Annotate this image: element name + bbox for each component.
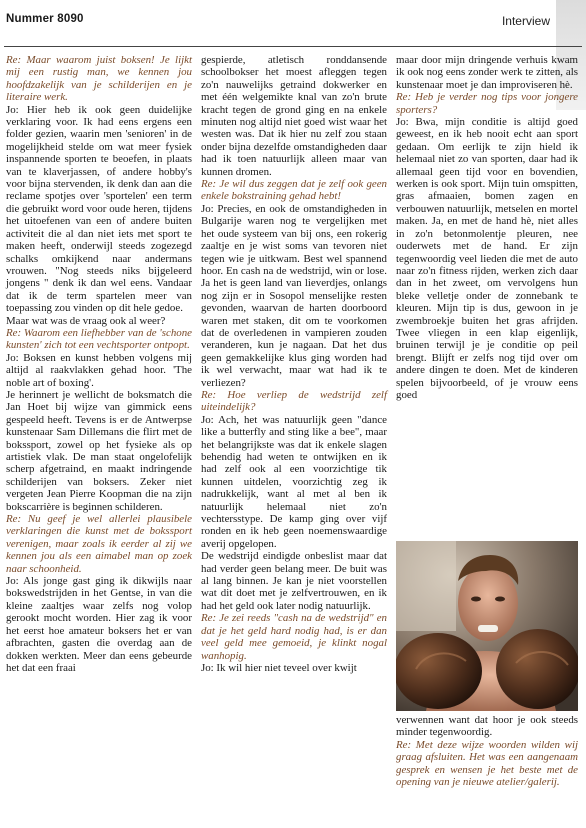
article-column-3 [396, 54, 578, 401]
answer-paragraph: Jo: Ach, het was natuurlijk geen "dance like a butterfly and sting like a bee", maar het belangrijkste was dat ik enkele slagen behendig had weten te ontwijken en ik had zelf ook al een voorzichtige tik kunnen uitdelen, voorzichtig zeg ik nadrukkelijk, want al met al ben ik natuurlijk helemaal niet zo'n vechtersstype. De kamp ging over vijf ronden en ik heb geen noemenswaardige averij opgelopen. [201, 413, 387, 550]
answer-paragraph: verwennen want dat hoor je ook steeds minder tegenwoordig. [396, 714, 578, 739]
answer-paragraph: Jo: Ik wil hier niet teveel over kwijt [201, 661, 357, 674]
answer-paragraph: De wedstrijd eindigde onbeslist maar dat had verder geen belang meer. De buit was al lang binnen. Je kan je niet voorstellen wat dit doet met je zelfvertrouwen, en ik had het geld ook later nodig natuurlijk. [201, 550, 387, 612]
question-paragraph: Re: Je zei reeds "cash na de wedstrijd" en dat je het geld hard nodig had, is er dan veel geld mee gemoeid, je klinkt nogal wanhopig. [201, 612, 387, 662]
question-paragraph: Re: Je wil dus zeggen dat je zelf ook geen enkele bokstraining gehad hebt! [201, 178, 387, 203]
article-column-1 [6, 54, 192, 674]
answer-paragraph: Jo: Bwa, mijn conditie is altijd goed geweest, en ik heb nooit echt aan sport gedaan. Om eerlijk te zijn hield ik helemaal niet zo van sporten, daar had ik allemaal geen tijd voor en bovendien, werken is ook sport. Mijn tuin omspitten, gras afmaaien, bomen zagen en verbouwen natuurlijk, metselen en mortel maken. Ja, en met de hand hè, niet alles in zo'n betonmolentje pleuren, nee ouderwets met de hand. Er zijn tegenwoordig veel lieden die met de auto naar zo'n fitness rijden, werken zich daar dan in het zweet, om vervolgens hun bleke velletje onder de zonnebank te kleuren. Mijn tip is dus, gewoon in je zwembroekje buiten het gras afrijden. Twee vliegen in een klap eigenlijk, bruinen terwijl je je conditie op peil brengt. Blijft er zelfs nog tijd over om andere dingen te doen. Met de kinderen spelen bijvoorbeeld, of je vrouw eens goed [396, 116, 578, 401]
question-paragraph: Re: Heb je verder nog tips voor jongere sporters? [396, 91, 578, 116]
article-column-3-continued [396, 714, 578, 788]
answer-paragraph: Jo: Boksen en kunst hebben volgens mij altijd al raakvlakken gehad hoor. 'The noble art of boxing'. [6, 351, 192, 389]
question-paragraph: Re: Hoe verliep de wedstrijd zelf uiteindelijk? [201, 388, 387, 414]
answer-paragraph: Jo: Als jonge gast ging ik dikwijls naar bokswedstrijden in het Gentse, in van die kleine zaaltjes waar zelfs nog volop gerookt mocht worden. Hier zag ik voor het eerst hoe amateur boksers het er van afbrachten, gasten die overdag aan de dokken werkten. Meer dan eens gebeurde het dat een fraai [6, 575, 192, 674]
header-rule [4, 46, 582, 47]
answer-paragraph: Je herinnert je wellicht de boksmatch die Jan Hoet bij wijze van gimmick eens gespeeld heeft. Tevens is er de Antwerpse kunstenaar Sam Dillemans die flirt met de bokssport, zowel op het fysieke als op artistiek vlak. De man staat ongelofelijk scherp afgetraind, en maakt indringende schilderijen van boksers. Zeker niet vergeten Jean Pierre Koopman die na zijn bokscarrière is beginnen schilderen. [6, 388, 192, 513]
article-column-2 [201, 54, 387, 674]
page-header [0, 0, 586, 46]
issue-number: Nummer 8090 [6, 13, 84, 25]
answer-paragraph: gespierde, atletisch ronddansende schoolbokser het moest afleggen tegen zo'n nauwelijks getraind dokwerker en met één welgemikte knal van zo'n brute kracht tegen de grond ging en na enkele minuten nog altijd niet goed wist waar het westen was. Dat ik hier nu zelf zou staan onder bijna dezelfde omstandigheden daar had ik toen natuurlijk alleen maar van kunnen dromen. [201, 54, 387, 178]
answer-paragraph: maar door mijn dringende verhuis kwam ik ook nog eens zonder werk te zitten, als kunstenaar moet je dan improviseren hè. [396, 54, 578, 91]
section-title: Interview [501, 14, 550, 28]
question-paragraph: Re: Met deze wijze woorden wilden wij graag afsluiten. Het was een aangenaam gesprek en wensen je het beste met de opening van je nieuwe atelier/galerij. [396, 738, 578, 789]
question-paragraph: Re: Maar waarom juist boksen! Je lijkt mij een rustig man, we kennen jou hoofdzakelijk van je schilderijen en je literaire werk. [6, 54, 192, 104]
answer-paragraph: Jo: Precies, en ook de omstandigheden in Bulgarije waren nog te vergelijken met het oude systeem van bij ons, een rokerig zaaltje en je wist soms van tevoren niet tegen wie je uitkwam. Best wel spannend hoor. En cash na de wedstrijd, win or lose. Ja het is geen land van lieverdjes, onlangs nog zijn er in Sosopol menselijke resten gevonden, waarvan de harten doorboord waren met staken, dit om te voorkomen dat de overledenen in vampieren zouden veranderen, kun je nagaan. Dat het dus geen gemakkelijke klus ging worden had ik wel verwacht, maar wat had ik te verliezen? [201, 202, 387, 389]
boxer-photo [396, 541, 578, 711]
question-paragraph: Re: Nu geef je wel allerlei plausibele verklaringen die kunst met de bokssport verenigen, maar zoals ik eerder al zij we kennen jou als een aimabel man op zoek naar schoonheid. [6, 513, 192, 575]
answer-paragraph: Maar wat was de vraag ook al weer? [6, 314, 166, 327]
question-paragraph: Re: Waarom een liefhebber van de 'schone kunsten' zich tot een vechtsporter ontpopt. [6, 326, 192, 352]
answer-paragraph: Jo: Hier heb ik ook geen duidelijke verklaring voor. Ik had eens ergens een folder gezien, waarin men 'senioren' in de mogelijkheid stelde om wat meer fysiek inspannende sporten te beoefen, in plaats van te klaverjassen, of andere hobby's voor bijna stervenden, ik denk dan aan die reclame spotjes over 'sportelen' een term die gebruikt word voor oude heren, tijdens het uitoefenen van een of andere buiten activiteit die al dan niet iets met sport te maken heeft, onderwijl steeds zogezegd schalks omkijkend naar andermans vrouwen. "Nog steeds niks bijgeleerd jongens " denk ik dan wel eens. Vandaar dat ik de term spartelen meer van toepassing zou vinden op dit hele gedoe. [6, 103, 192, 315]
boxer-photo-icon [396, 541, 578, 711]
